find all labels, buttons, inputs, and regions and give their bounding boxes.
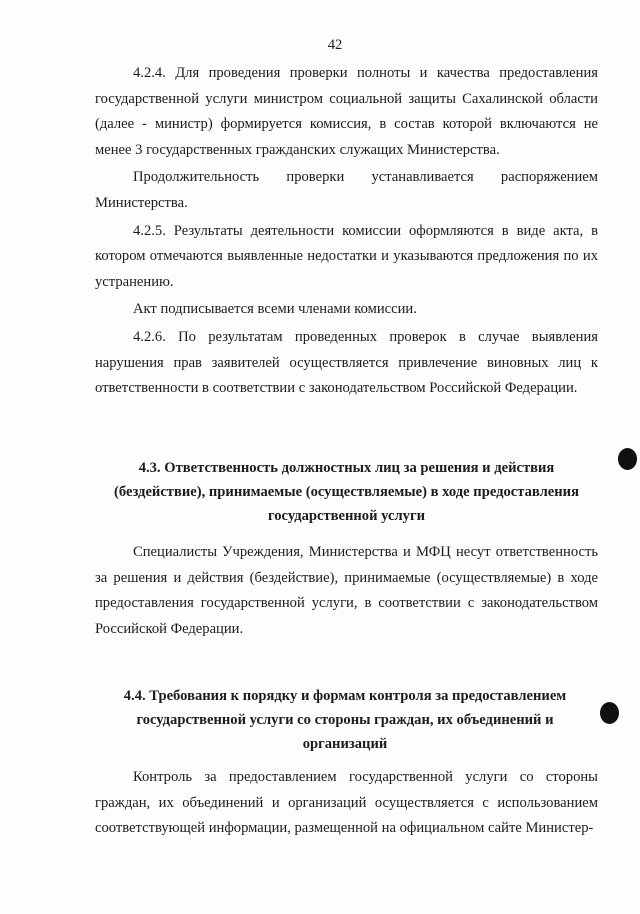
paragraph-4-2-5: 4.2.5. Результаты деятельности комиссии оформляются в виде акта, в котором отмечаются выявленные недостатки и указываются предложения по их устранению. [95, 222, 598, 290]
heading-4-3: 4.3. Ответственность должностных лиц за решения и действия (бездействие), принимаемые (осуществляемые) в ходе предоставления государственной услуги [114, 460, 579, 524]
heading-4-4: 4.4. Требования к порядку и формам контроля за предоставлением государственной услуги со стороны граждан, их объединений и организаций [123, 688, 567, 752]
paragraph-4-4: Контроль за предоставлением государственной услуги со стороны граждан, их объединений и организаций осуществляется с использованием соответствующей информации, размещенной на официальном сайте Министер- [95, 769, 598, 837]
paragraph-4-3: Специалисты Учреждения, Министерства и МФЦ несут ответственность за решения и действия (бездействие), принимаемые (осуществляемые) в ходе предоставления государственной услуги, в соответствии с законодательством Российской Федерации. [95, 544, 598, 637]
paragraph-act: Акт подписывается всеми членами комиссии. [133, 301, 417, 318]
section-4-3-body [95, 540, 598, 642]
paragraph-4-2-6: 4.2.6. По результатам проведенных проверок в случае выявления нарушения прав заявителей осуществляется привлечение виновных лиц к ответственности в соответствии с законодательством Российской Федерации. [95, 328, 598, 397]
punch-hole-lower [600, 702, 619, 724]
page-number: 42 [327, 37, 343, 53]
section-4-4-body [95, 765, 598, 842]
section-4-2-body [95, 61, 598, 402]
paragraph-duration: Продолжительность проверки устанавливается распоряжением Министерства. [95, 169, 598, 211]
punch-hole-upper [618, 448, 637, 470]
paragraph-4-2-4: 4.2.4. Для проведения проверки полноты и качества предоставления государственной услуги министром социальной защиты Сахалинской области (далее - министр) формируется комиссия, в состав которой включаются не менее 3 государственных гражданских служащих Министерства. [95, 65, 598, 158]
